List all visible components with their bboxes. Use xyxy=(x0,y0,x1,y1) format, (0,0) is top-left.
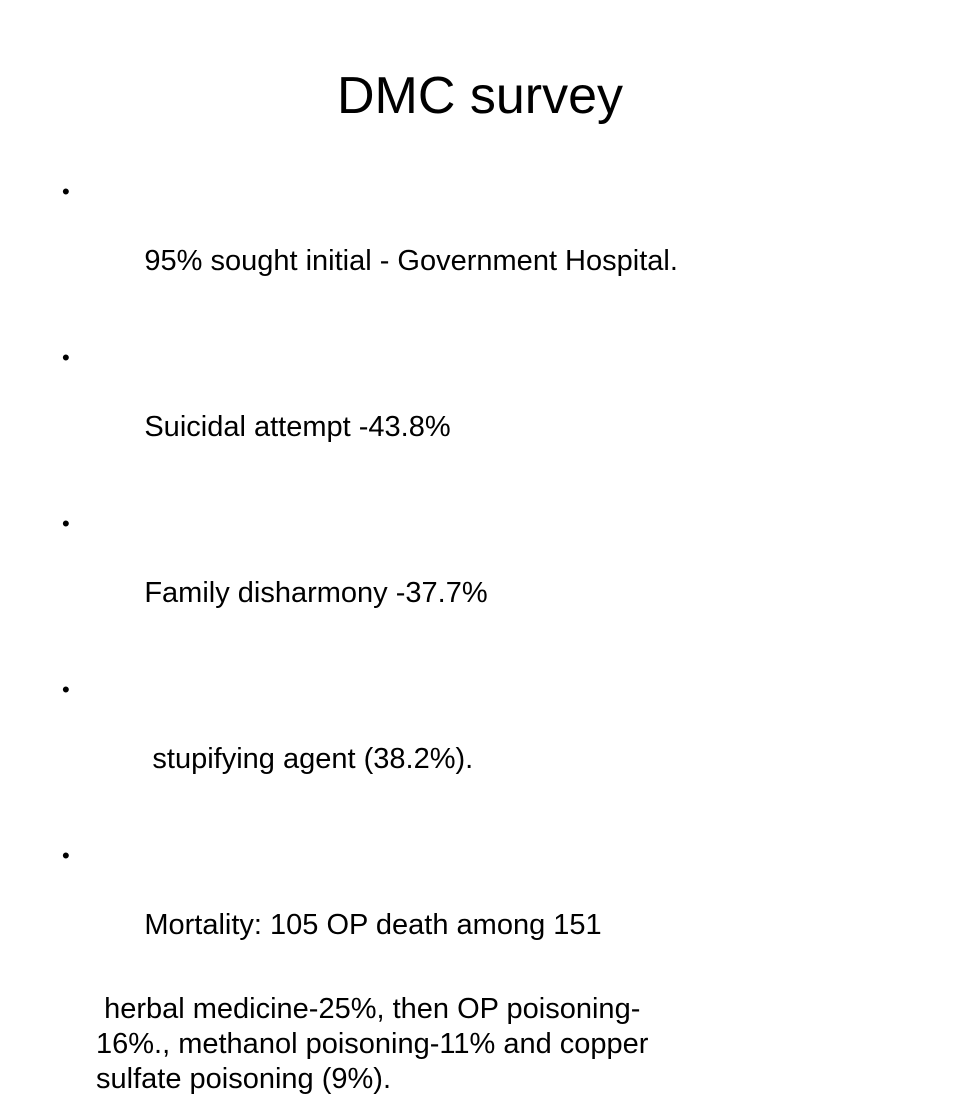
bullet-item xyxy=(62,340,852,480)
bullet-icon: • xyxy=(62,179,70,204)
bullet-text: Family disharmony -37.7% xyxy=(144,577,488,609)
bullet-icon: • xyxy=(62,677,70,702)
bullet-item xyxy=(62,838,852,978)
bullet-item xyxy=(62,174,852,314)
slide-title: DMC survey xyxy=(336,67,624,125)
slide-body xyxy=(62,174,852,1097)
bullet-icon: • xyxy=(62,843,70,868)
bullet-text: stupifying agent (38.2%). xyxy=(144,743,474,775)
continuation-line: herbal medicine-25%, then OP poisoning- xyxy=(96,993,641,1025)
continuation-line: sulfate poisoning (9%). xyxy=(96,1063,391,1095)
bullet-icon: • xyxy=(62,511,70,536)
bullet-icon: • xyxy=(62,345,70,370)
continuation-line: 16%., methanol poisoning-11% and copper xyxy=(96,1028,649,1060)
bullet-text: 95% sought initial - Government Hospital. xyxy=(144,245,678,277)
bullet-item xyxy=(62,672,852,812)
bullet-text: Suicidal attempt -43.8% xyxy=(144,411,451,443)
bullet-item xyxy=(62,506,852,646)
bullet-text: Mortality: 105 OP death among 151 xyxy=(144,909,602,941)
